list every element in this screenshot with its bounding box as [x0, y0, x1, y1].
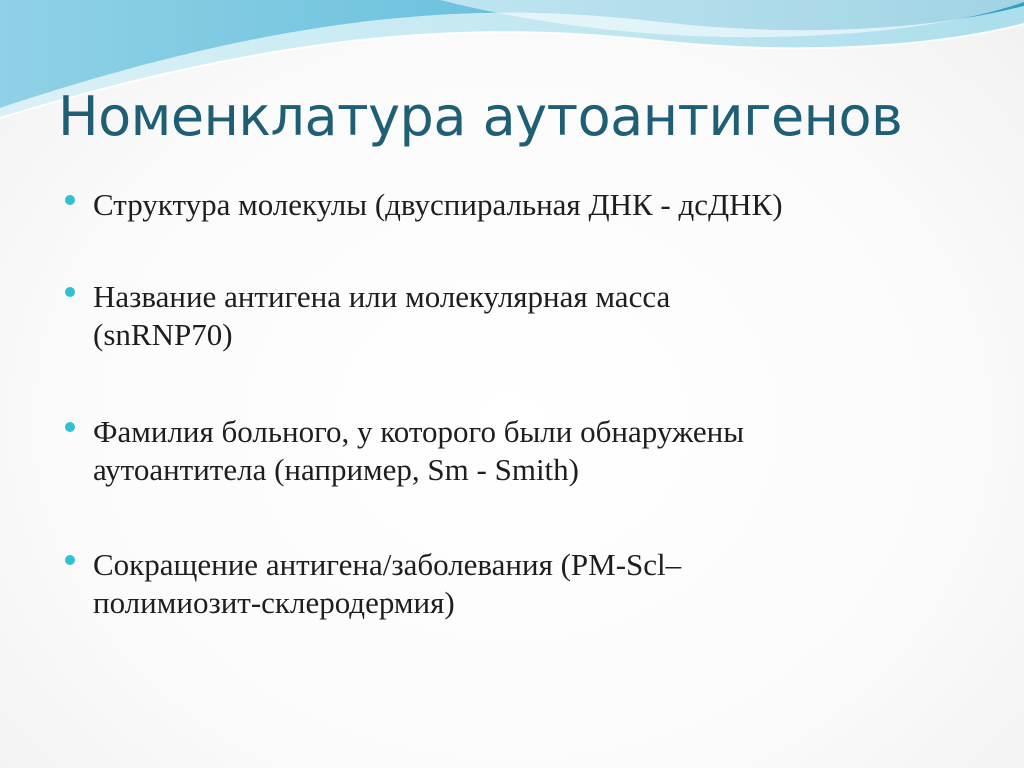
bullet-text-line1: Сокращение антигена/заболевания (PM-Scl–: [93, 547, 682, 582]
bullet-dot-icon: [65, 195, 75, 205]
bullet-item: [62, 278, 962, 354]
bullet-item: [62, 413, 962, 489]
bullet-text-line2: (snRNP70): [93, 317, 233, 352]
bullet-list: [62, 186, 962, 622]
bullet-text-line2: аутоантитела (например, Sm - Smith): [93, 452, 579, 487]
bullet-item: [62, 546, 962, 622]
bullet-text-line1: Название антигена или молекулярная масса: [93, 279, 671, 314]
bullet-text-line2: полимиозит-склеродермия): [93, 585, 455, 620]
bullet-dot-icon: [65, 422, 75, 432]
bullet-item: [62, 186, 962, 224]
bullet-text-line1: Фамилия больного, у которого были обнаружены: [93, 414, 745, 449]
bullet-text: Структура молекулы (двуспиральная ДНК - дсДНК): [93, 187, 783, 222]
bullet-dot-icon: [65, 287, 75, 297]
slide-title: Номенклатура аутоантигенов: [58, 85, 903, 148]
bullet-dot-icon: [65, 555, 75, 565]
